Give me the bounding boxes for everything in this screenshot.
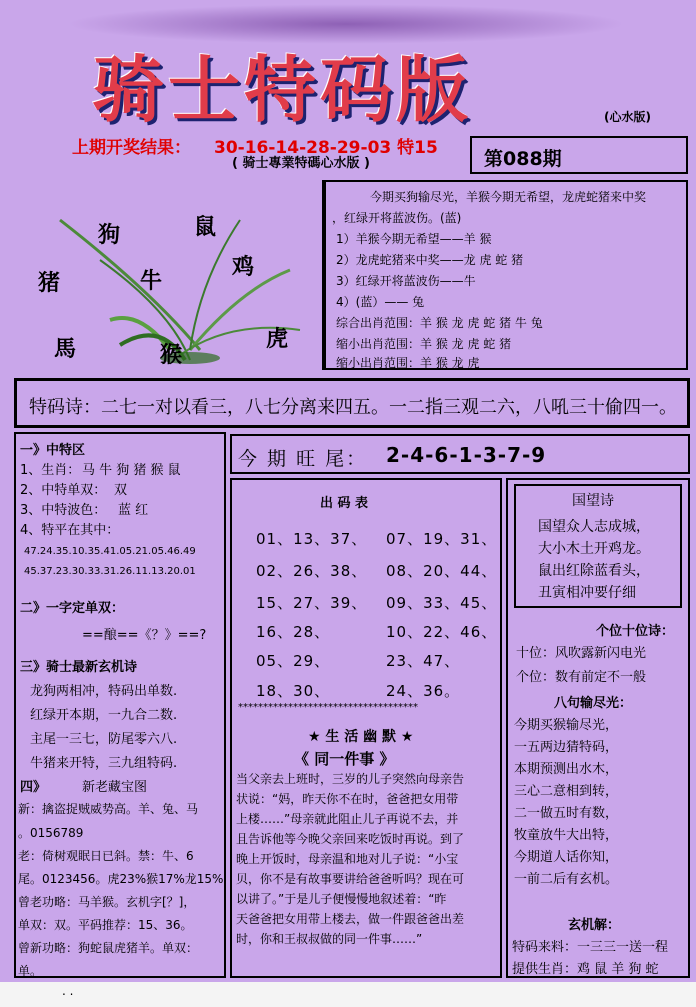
guowang-line: 鼠出红除蓝看头， bbox=[538, 563, 650, 579]
numbers-right: 23、47、 bbox=[386, 652, 461, 670]
sec1-item-label: 4、特平在其中： bbox=[20, 523, 120, 538]
zodiac-pig: 猪 bbox=[38, 270, 61, 296]
last-result-label: 上期开奖结果： bbox=[72, 138, 191, 158]
sec4-line: 新：擒盗捉贼威势高。羊、兔、马 bbox=[18, 802, 199, 816]
sec4-line: 尾。0123456。虎23%猴17%龙15% bbox=[18, 872, 224, 886]
sec1-item-label: 1、生肖： bbox=[20, 463, 81, 478]
sec4-line: 曾新功略：狗蛇鼠虎猪羊。单双： bbox=[18, 941, 199, 955]
sec1-item-value: 马 牛 狗 猪 猴 鼠 bbox=[82, 463, 181, 478]
forecast-line: 1）羊猴今期无希望——羊 猴 bbox=[336, 232, 492, 246]
zodiac-horse: 馬 bbox=[54, 336, 77, 362]
left-column bbox=[14, 432, 226, 978]
eight-line: 今期买猴输尽光， bbox=[514, 718, 619, 733]
numbers-title: 出 码 表 bbox=[320, 496, 369, 511]
numbers-left: 05、29、 bbox=[256, 652, 331, 670]
eight-title: 八句输尽光： bbox=[554, 696, 633, 711]
numbers-left: 15、27、39、 bbox=[256, 594, 368, 612]
forecast-line: 3）红绿开将蓝波伤——牛 bbox=[336, 274, 476, 288]
numbers-right: 24、36。 bbox=[386, 682, 461, 700]
sec1-item-value: 双 bbox=[114, 483, 128, 498]
story-line: 当父亲去上班时，三岁的儿子突然向母亲告 bbox=[236, 772, 465, 786]
zodiac-monkey: 猴 bbox=[160, 342, 183, 368]
tail-value: 2-4-6-1-3-7-9 bbox=[386, 443, 547, 467]
guowang-box bbox=[514, 484, 682, 608]
forecast-line: 4）(蓝）—— 兔 bbox=[336, 295, 425, 309]
numbers-box bbox=[230, 478, 502, 978]
section-title: 二》一字定单双： bbox=[20, 601, 125, 616]
zodiac-tiger: 虎 bbox=[266, 326, 289, 352]
story-line: 晚上开饭时，母亲温和地对儿子说：“小宝 bbox=[236, 852, 459, 866]
sec4-line: 单。 bbox=[18, 964, 43, 978]
forecast-intro-1: 今期买狗输尽光，羊猴今期无希望，龙虎蛇猪来中奖 bbox=[370, 190, 647, 204]
numbers-right: 10、22、46、 bbox=[386, 623, 498, 641]
forecast-box bbox=[322, 180, 688, 370]
sec1-item-label: 2、中特单双： bbox=[20, 483, 107, 498]
forecast-intro-2: ，红绿开将蓝波伤。(蓝) bbox=[332, 211, 462, 225]
zodiac-rat: 鼠 bbox=[194, 214, 217, 240]
sec3-line: 红绿开本期，一九合二数. bbox=[30, 708, 178, 723]
eight-line: 牧童放牛大出特， bbox=[514, 828, 619, 843]
numbers-right: 07、19、31、 bbox=[386, 530, 498, 548]
issue-number: 第088期 bbox=[484, 148, 562, 170]
story-line: 状说：“妈，昨天你不在时，爸爸把女用带 bbox=[236, 792, 459, 806]
sec3-line: 牛猪来开特，三九组特码. bbox=[30, 756, 178, 771]
guowang-line: 大小木土开鸡龙。 bbox=[538, 541, 650, 557]
issue-box bbox=[470, 136, 688, 174]
numbers-left: 01、13、37、 bbox=[256, 530, 368, 548]
guowang-line: 丑寅相冲要仔细 bbox=[538, 585, 636, 601]
sec1-numbers: 47.24.35.10.35.41.05.21.05.46.49 bbox=[24, 546, 196, 557]
story-line: 贝，你不是有故事要讲给爸爸听吗？现在可 bbox=[236, 872, 465, 886]
xuanji-line: 特码来料：一三三一送一程 bbox=[512, 940, 669, 955]
numbers-left: 18、30、 bbox=[256, 682, 331, 700]
last-result-value: 30-16-14-28-29-03 特15 bbox=[214, 138, 438, 158]
forecast-line: 缩小出肖范围：羊 猴 龙 虎 bbox=[336, 356, 480, 370]
digit-line: 个位：数有前定不一般 bbox=[516, 670, 647, 685]
zodiac-dog: 狗 bbox=[98, 222, 121, 248]
tail-label: 今 期 旺 尾： bbox=[238, 448, 368, 470]
right-column bbox=[506, 478, 690, 978]
numbers-stars: ************************************ bbox=[238, 702, 418, 713]
numbers-right: 08、20、44、 bbox=[386, 562, 498, 580]
digit-line: 十位：风吹露新闪电光 bbox=[516, 646, 647, 661]
eight-line: 今期道人话你知， bbox=[514, 850, 619, 865]
section-title: 一》中特区 bbox=[20, 443, 86, 458]
sec4-line: 曾老功略：马羊猴。玄机字[？]， bbox=[18, 895, 196, 909]
sec2-body: ==酿==《？》==? bbox=[82, 628, 207, 643]
edition-label: (心水版) bbox=[604, 110, 651, 124]
eight-line: 三心二意相到转， bbox=[514, 784, 619, 799]
sec4-line: 老：倚树观眠日已斜。禁：牛、6 bbox=[18, 849, 194, 863]
story-line: 且告诉他等今晚父亲回来吃饭时再说。到了 bbox=[236, 832, 465, 846]
section-title: 三》骑士最新玄机诗 bbox=[20, 660, 138, 675]
poem-banner bbox=[14, 378, 690, 428]
story-heading: ★ 生 活 幽 默 ★ bbox=[308, 729, 414, 745]
forecast-line: 2）龙虎蛇猪来中奖——龙 虎 蛇 猪 bbox=[336, 253, 524, 267]
story-title: 《 同一件事 》 bbox=[294, 750, 395, 768]
sec1-item-value: 蓝 红 bbox=[118, 503, 149, 518]
sec1-numbers: 45.37.23.30.33.31.26.11.13.20.01 bbox=[24, 566, 196, 577]
forecast-line: 综合出肖范围：羊 猴 龙 虎 蛇 猪 牛 兔 bbox=[336, 316, 543, 330]
numbers-right: 09、33、45、 bbox=[386, 594, 498, 612]
xuanji-line: 提供生肖：鸡 鼠 羊 狗 蛇 bbox=[512, 962, 659, 977]
xuanji-title: 玄机解： bbox=[568, 918, 621, 933]
sec1-item-label: 3、中特波色： bbox=[20, 503, 107, 518]
sec3-line: 龙狗两相冲，特码出单数. bbox=[30, 684, 178, 699]
forecast-line: 缩小出肖范围：羊 猴 龙 虎 蛇 猪 bbox=[336, 337, 512, 351]
footer-mark: . . bbox=[62, 984, 74, 998]
sec4-subtitle: 新老藏宝图 bbox=[82, 780, 148, 795]
subtitle: ( 骑士專業特碼心水版 ) bbox=[232, 156, 370, 171]
section-title: 四》 bbox=[20, 780, 47, 795]
zodiac-rooster: 鸡 bbox=[232, 254, 255, 280]
story-line: 时，你和王叔叔做的同一件事……” bbox=[236, 932, 423, 946]
tail-box bbox=[230, 434, 690, 474]
eight-line: 本期预测出水木， bbox=[514, 762, 619, 777]
eight-line: 一前二后有玄机。 bbox=[514, 872, 619, 887]
poem-banner-text: 特码诗：二七一对以看三，八七分离来四五。一二指三观二六，八吼三十偷四一。 bbox=[29, 397, 677, 418]
numbers-left: 02、26、38、 bbox=[256, 562, 368, 580]
story-line: 上楼……”母亲就此阻止儿子再说不去，并 bbox=[236, 812, 459, 826]
numbers-left: 16、28、 bbox=[256, 623, 331, 641]
sec4-line: 单双：双。平码推荐：15、36。 bbox=[18, 918, 193, 932]
guowang-line: 国望众人志成城， bbox=[538, 519, 650, 535]
page-title: 骑士特码版 bbox=[92, 47, 473, 132]
footer-strip bbox=[0, 982, 696, 1007]
zodiac-ox: 牛 bbox=[140, 268, 163, 294]
story-line: 以讲了。”于是儿子便慢慢地叙述着：“昨 bbox=[236, 892, 447, 906]
story-line: 天爸爸把女用带上楼去，做一件跟爸爸出差 bbox=[236, 912, 465, 926]
guowang-title: 国望诗 bbox=[572, 493, 614, 509]
sec4-line: 。0156789 bbox=[18, 826, 84, 840]
eight-line: 一五两边猜特码， bbox=[514, 740, 619, 755]
sec3-line: 主尾一三七，防尾零六八. bbox=[30, 732, 178, 747]
eight-line: 二一做五时有数， bbox=[514, 806, 619, 821]
digit-title: 个位十位诗： bbox=[596, 624, 675, 639]
